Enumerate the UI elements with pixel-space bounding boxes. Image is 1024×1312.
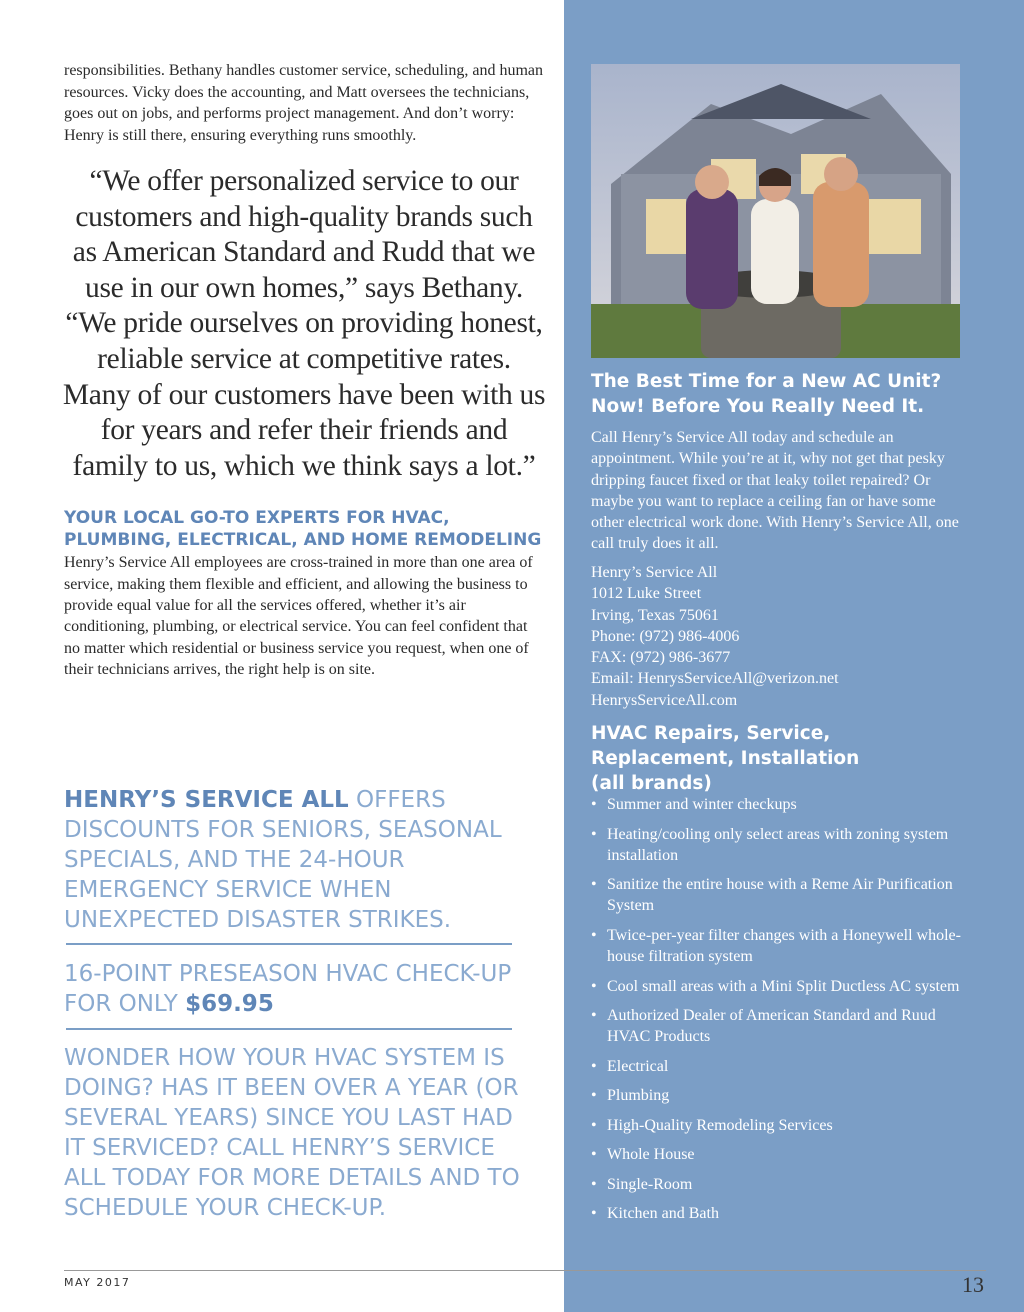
promo-call-to-action: WONDER HOW YOUR HVAC SYSTEM IS DOING? HAS IT BEEN OVER A YEAR (OR SEVERAL YEARS) SINCE YOU LAST HAD IT SERVICED? CALL HENRY’S SERVICE ALL TODAY FOR MORE DETAILS AND TO SCHEDULE YOUR CHECK-UP. <box>64 1045 520 1221</box>
list-item: • Summer and winter checkups <box>591 794 971 815</box>
list-item: • Authorized Dealer of American Standard and Ruud HVAC Products <box>591 1005 971 1047</box>
family-house-photo <box>591 64 960 358</box>
section-heading: YOUR LOCAL GO-TO EXPERTS FOR HVAC, PLUMBING, ELECTRICAL, AND HOME REMODELING <box>64 508 542 550</box>
promo-divider-1 <box>66 943 512 945</box>
sidebar-heading-hvac: HVAC Repairs, Service, Replacement, Installation (all brands) <box>591 723 860 794</box>
contact-street: 1012 Luke Street <box>591 585 702 603</box>
list-item: • Whole House <box>591 1144 971 1165</box>
intro-paragraph: responsibilities. Bethany handles customer service, scheduling, and human resources. Vicky does the accounting, and Matt oversees the technicians, goes out on jobs, and performs project management. And don’t worry: Henry is still there, ensuring everything runs smoothly. <box>64 62 543 144</box>
list-item: • Electrical <box>591 1056 971 1077</box>
list-item: • Twice-per-year filter changes with a Honeywell whole-house filtration system <box>591 925 971 967</box>
footer-divider <box>64 1270 986 1271</box>
page-number: 13 <box>962 1272 984 1297</box>
promo-discounts <box>64 785 534 935</box>
promo-discounts-text: OFFERS DISCOUNTS FOR SENIORS, SEASONAL SPECIALS, AND THE 24-HOUR EMERGENCY SERVICE WHEN UNEXPECTED DISASTER STRIKES. <box>64 787 502 933</box>
pull-quote: “We offer personalized service to our customers and high-quality brands such as American Standard and Rudd that we use in our own homes,” says Bethany. “We pride ourselves on providing honest, reliable service at competitive rates. Many of our customers have been with us for years and refer their friends and family to us, which we think says a lot.” <box>62 165 546 482</box>
list-item: • Plumbing <box>591 1085 971 1106</box>
promo-checkup <box>64 959 534 1019</box>
promo-checkup-text: 16-POINT PRESEASON HVAC CHECK-UP FOR ONLY <box>64 961 512 1017</box>
contact-fax: FAX: (972) 986-3677 <box>591 649 731 667</box>
sidebar-heading-ac: The Best Time for a New AC Unit? Now! Before You Really Need It. <box>591 371 942 417</box>
promo-company-name: HENRY’S SERVICE ALL <box>64 787 349 813</box>
footer-issue-date: MAY 2017 <box>64 1276 131 1289</box>
contact-email: Email: HenrysServiceAll@verizon.net <box>591 670 839 688</box>
contact-phone: Phone: (972) 986-4006 <box>591 627 740 645</box>
list-item: • High-Quality Remodeling Services <box>591 1115 971 1136</box>
section-body: Henry’s Service All employees are cross-trained in more than one area of service, making them flexible and efficient, and allowing the business to provide equal value for all the services offered, whether it’s air conditioning, plumbing, or electrical service. You can feel confident that no matter which residential or business service you request, when one of their technicians arrives, the right help is on site. <box>64 554 533 678</box>
contact-city: Irving, Texas 75061 <box>591 606 719 624</box>
list-item: • Sanitize the entire house with a Reme Air Purification System <box>591 874 971 916</box>
sidebar-paragraph: Call Henry’s Service All today and schedule an appointment. While you’re at it, why not get that pesky dripping faucet fixed or that leaky toilet repaired? Or maybe you want to replace a ceiling fan or have some other electrical work done. With Henry’s Service All, one call truly does it all. <box>591 429 959 553</box>
promo-divider-2 <box>66 1028 512 1030</box>
contact-block <box>591 562 971 711</box>
list-item: • Kitchen and Bath <box>591 1203 971 1224</box>
list-item: • Heating/cooling only select areas with zoning system installation <box>591 824 971 866</box>
list-item: • Cool small areas with a Mini Split Ductless AC system <box>591 976 971 997</box>
article-column <box>64 60 544 680</box>
services-list <box>591 794 971 1233</box>
list-item: • Single-Room <box>591 1174 971 1195</box>
contact-name: Henry’s Service All <box>591 564 718 581</box>
contact-website: HenrysServiceAll.com <box>591 691 738 709</box>
promo-checkup-price: $69.95 <box>185 991 274 1017</box>
